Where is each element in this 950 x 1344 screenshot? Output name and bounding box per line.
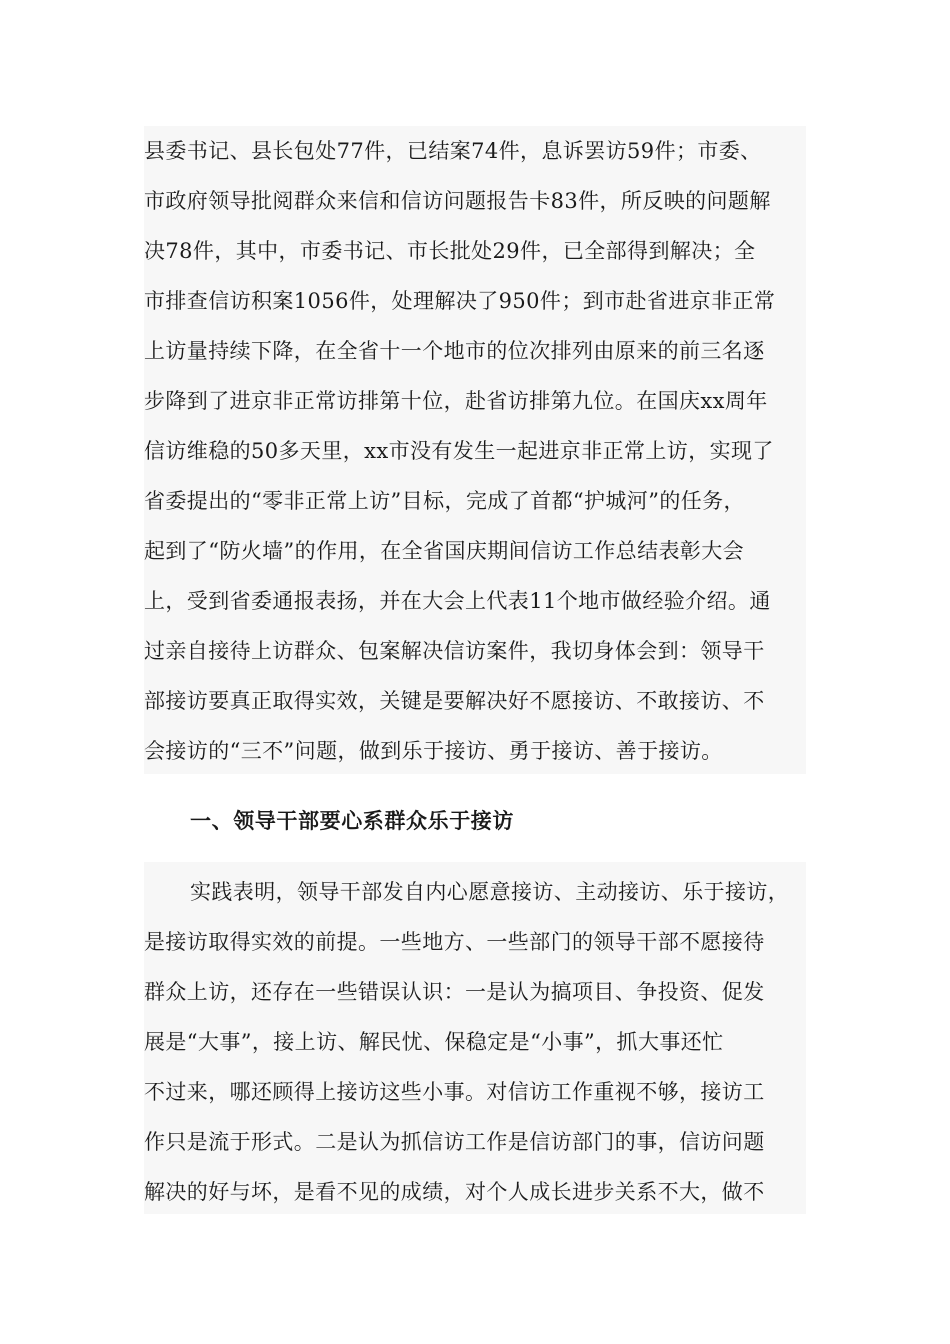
paragraph-line: 步降到了进京非正常访排第十位，赴省访排第九位。在国庆xx周年: [144, 389, 768, 413]
paragraph-line: 上，受到省委通报表扬，并在大会上代表11个地市做经验介绍。通: [144, 589, 771, 613]
paragraph-line: 群众上访，还存在一些错误认识：一是认为搞项目、争投资、促发: [144, 980, 765, 1004]
paragraph-line: 实践表明，领导干部发自内心愿意接访、主动接访、乐于接访，: [190, 880, 790, 904]
paragraph-line: 省委提出的“零非正常上访”目标，完成了首都“护城河”的任务，: [144, 489, 745, 513]
paragraph-line: 决78件，其中，市委书记、市长批处29件，已全部得到解决；全: [144, 239, 756, 263]
paragraph-line: 作只是流于形式。二是认为抓信访工作是信访部门的事，信访问题: [144, 1130, 765, 1154]
paragraph-line: 不过来，哪还顾得上接访这些小事。对信访工作重视不够，接访工: [144, 1080, 765, 1104]
paragraph-line: 过亲自接待上访群众、包案解决信访案件，我切身体会到：领导干: [144, 639, 765, 663]
paragraph-line: 解决的好与坏，是看不见的成绩，对个人成长进步关系不大，做不: [144, 1180, 765, 1204]
paragraph-line: 是接访取得实效的前提。一些地方、一些部门的领导干部不愿接待: [144, 930, 765, 954]
paragraph-line: 会接访的“三不”问题，做到乐于接访、勇于接访、善于接访。: [144, 739, 723, 763]
paragraph-line: 信访维稳的50多天里，xx市没有发生一起进京非正常上访，实现了: [144, 439, 774, 463]
paragraph-line: 县委书记、县长包处77件，已结案74件，息诉罢访59件；市委、: [144, 139, 762, 163]
paragraph-line: 展是“大事”，接上访、解民忧、保稳定是“小事”，抓大事还忙: [144, 1030, 724, 1054]
section-heading: 一、领导干部要心系群众乐于接访: [190, 808, 514, 833]
paragraph-line: 部接访要真正取得实效，关键是要解决好不愿接访、不敢接访、不: [144, 689, 765, 713]
paragraph-line: 起到了“防火墙”的作用，在全省国庆期间信访工作总结表彰大会: [144, 539, 745, 563]
paragraph-line: 市排查信访积案1056件，处理解决了950件；到市赴省进京非正常: [144, 289, 776, 313]
paragraph-line: 上访量持续下降，在全省十一个地市的位次排列由原来的前三名逐: [144, 339, 765, 363]
paragraph-line: 市政府领导批阅群众来信和信访问题报告卡83件，所反映的问题解: [144, 189, 771, 213]
